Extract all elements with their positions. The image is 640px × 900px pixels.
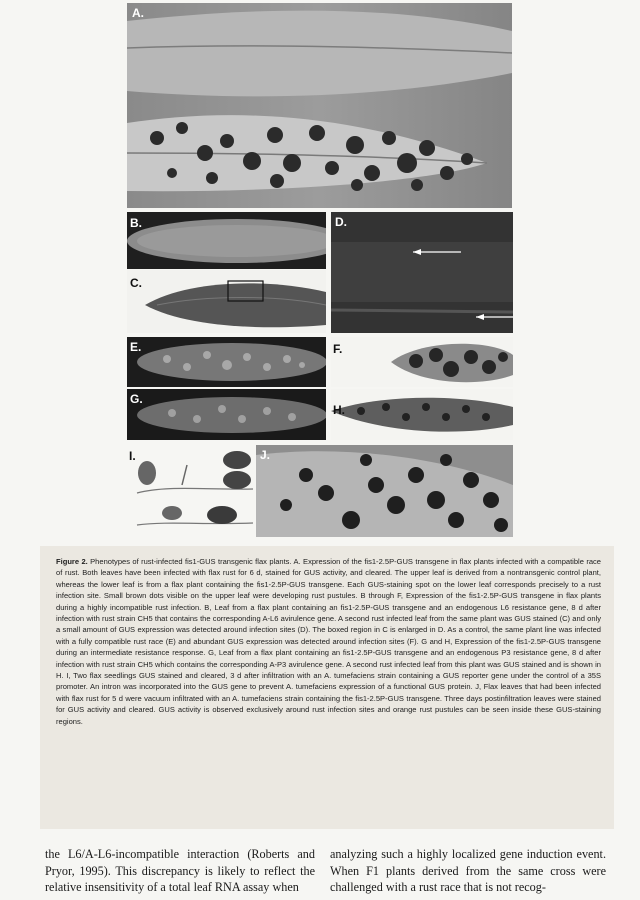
panel-b-leaf-image xyxy=(127,212,326,269)
body-text-left-column: the L6/A-L6-incompatible interaction (Roberts and Pryor, 1995). This discrepancy is likely to reflect the relative insensitivity of a total leaf RNA assay when xyxy=(45,847,315,894)
figure-panel-i xyxy=(127,445,253,537)
caption-lead: Figure 2. xyxy=(56,557,88,566)
figure-panel-e xyxy=(127,337,326,387)
figure-panel-d xyxy=(331,212,513,333)
figure-panel-g xyxy=(127,389,326,440)
figure-panel-c xyxy=(127,270,326,333)
panel-label-h: H. xyxy=(333,403,345,417)
panel-g-leaf-image xyxy=(127,389,326,440)
panel-label-g: G. xyxy=(130,392,143,406)
body-text-right-column: analyzing such a highly localized gene induction event. When F1 plants derived from the same cross were challenged with a rust race that is not recog- xyxy=(330,847,606,894)
panel-label-j: J. xyxy=(260,448,271,462)
panel-j-leaves-image xyxy=(256,445,513,537)
figure-panel-j xyxy=(256,445,513,537)
panel-label-i: I. xyxy=(129,449,136,463)
panel-label-f: F. xyxy=(333,342,343,356)
panel-c-leaf-image xyxy=(127,270,326,333)
panel-label-e: E. xyxy=(130,340,142,354)
panel-label-c: C. xyxy=(130,276,142,290)
panel-a-leaves-image xyxy=(127,3,512,208)
figure-caption xyxy=(56,556,601,727)
panel-label-b: B. xyxy=(130,216,142,230)
panel-label-a: A. xyxy=(132,6,144,20)
panel-f-leaf-image xyxy=(331,337,513,387)
figure-panel-a xyxy=(127,3,512,208)
panel-h-leaf-image xyxy=(331,389,513,440)
panel-e-leaf-image xyxy=(127,337,326,387)
figure-panel-b xyxy=(127,212,326,269)
panel-label-d: D. xyxy=(335,215,347,229)
figure-panel-f xyxy=(331,337,513,387)
figure-panel-h xyxy=(331,389,513,440)
caption-text: Phenotypes of rust-infected fis1-GUS transgenic flax plants. A. Expression of the fis1-2.5P-GUS transgene in flax plants infected with a compatible race of rust. Both leaves have been infected with flax rust for 6 d, stained for GUS activity, and cleared. The upper leaf is derived from a nontransgenic control plant, whereas the lower leaf is from a flax plant containing the fis1-2.5P-GUS transgene. Each GUS-staining spot on the lower leaf corresponds precisely to a rust infection site. Small brown dots visible on the upper leaf were developing rust pustules. B through F, Expression of the fis1-2.5P-GUS transgene in flax plants during a highly incompatible rust infection. B, Leaf from a flax plant containing an fis1-2.5P-GUS transgene and an endogenous L6 resistance gene, 8 d after infection with rust strain CH5 that contains the corresponding A-L6 avirulence gene. A second rust infected leaf from the same plant was GUS stained (C) and only a small amount of GUS expression was detected around infection sites (D). The boxed region in C is enlarged in D. As a control, the same plant line was infected with a fully compatible rust race (E) and abundant GUS expression was detected around infection sites (F). G and H, Expression of the fis1-2.5P-GUS transgene during an intermediate resistance response. G, Leaf from a flax plant containing an fis1-2.5P-GUS transgene and an endogenous P3 resistance gene, 8 d after infection with rust strain CH5 which contains the corresponding A-P3 avirulence gene. A second rust infected leaf from this plant was GUS stained and is shown in H. I, Two flax seedlings GUS stained and cleared, 3 d after infiltration with an A. tumefaciens strain containing a GUS reporter gene under the control of a 35S promoter. An intron was incorporated into the GUS gene to prevent A. tumefaciens expression of a functional GUS protein. J, Flax leaves that had been infected with flax rust for 5 d were vacuum infiltrated with an A. tumefaciens strain containing the fis1-2.5P-GUS transgene. Three days postinfiltration leaves were stained for GUS activity and cleared. GUS activity is observed exclusively around rust infection sites and orange rust pustules can be seen inside these GUS-staining regions. xyxy=(56,557,601,726)
panel-i-seedlings-image xyxy=(127,445,253,537)
panel-d-enlarged-image xyxy=(331,212,513,333)
